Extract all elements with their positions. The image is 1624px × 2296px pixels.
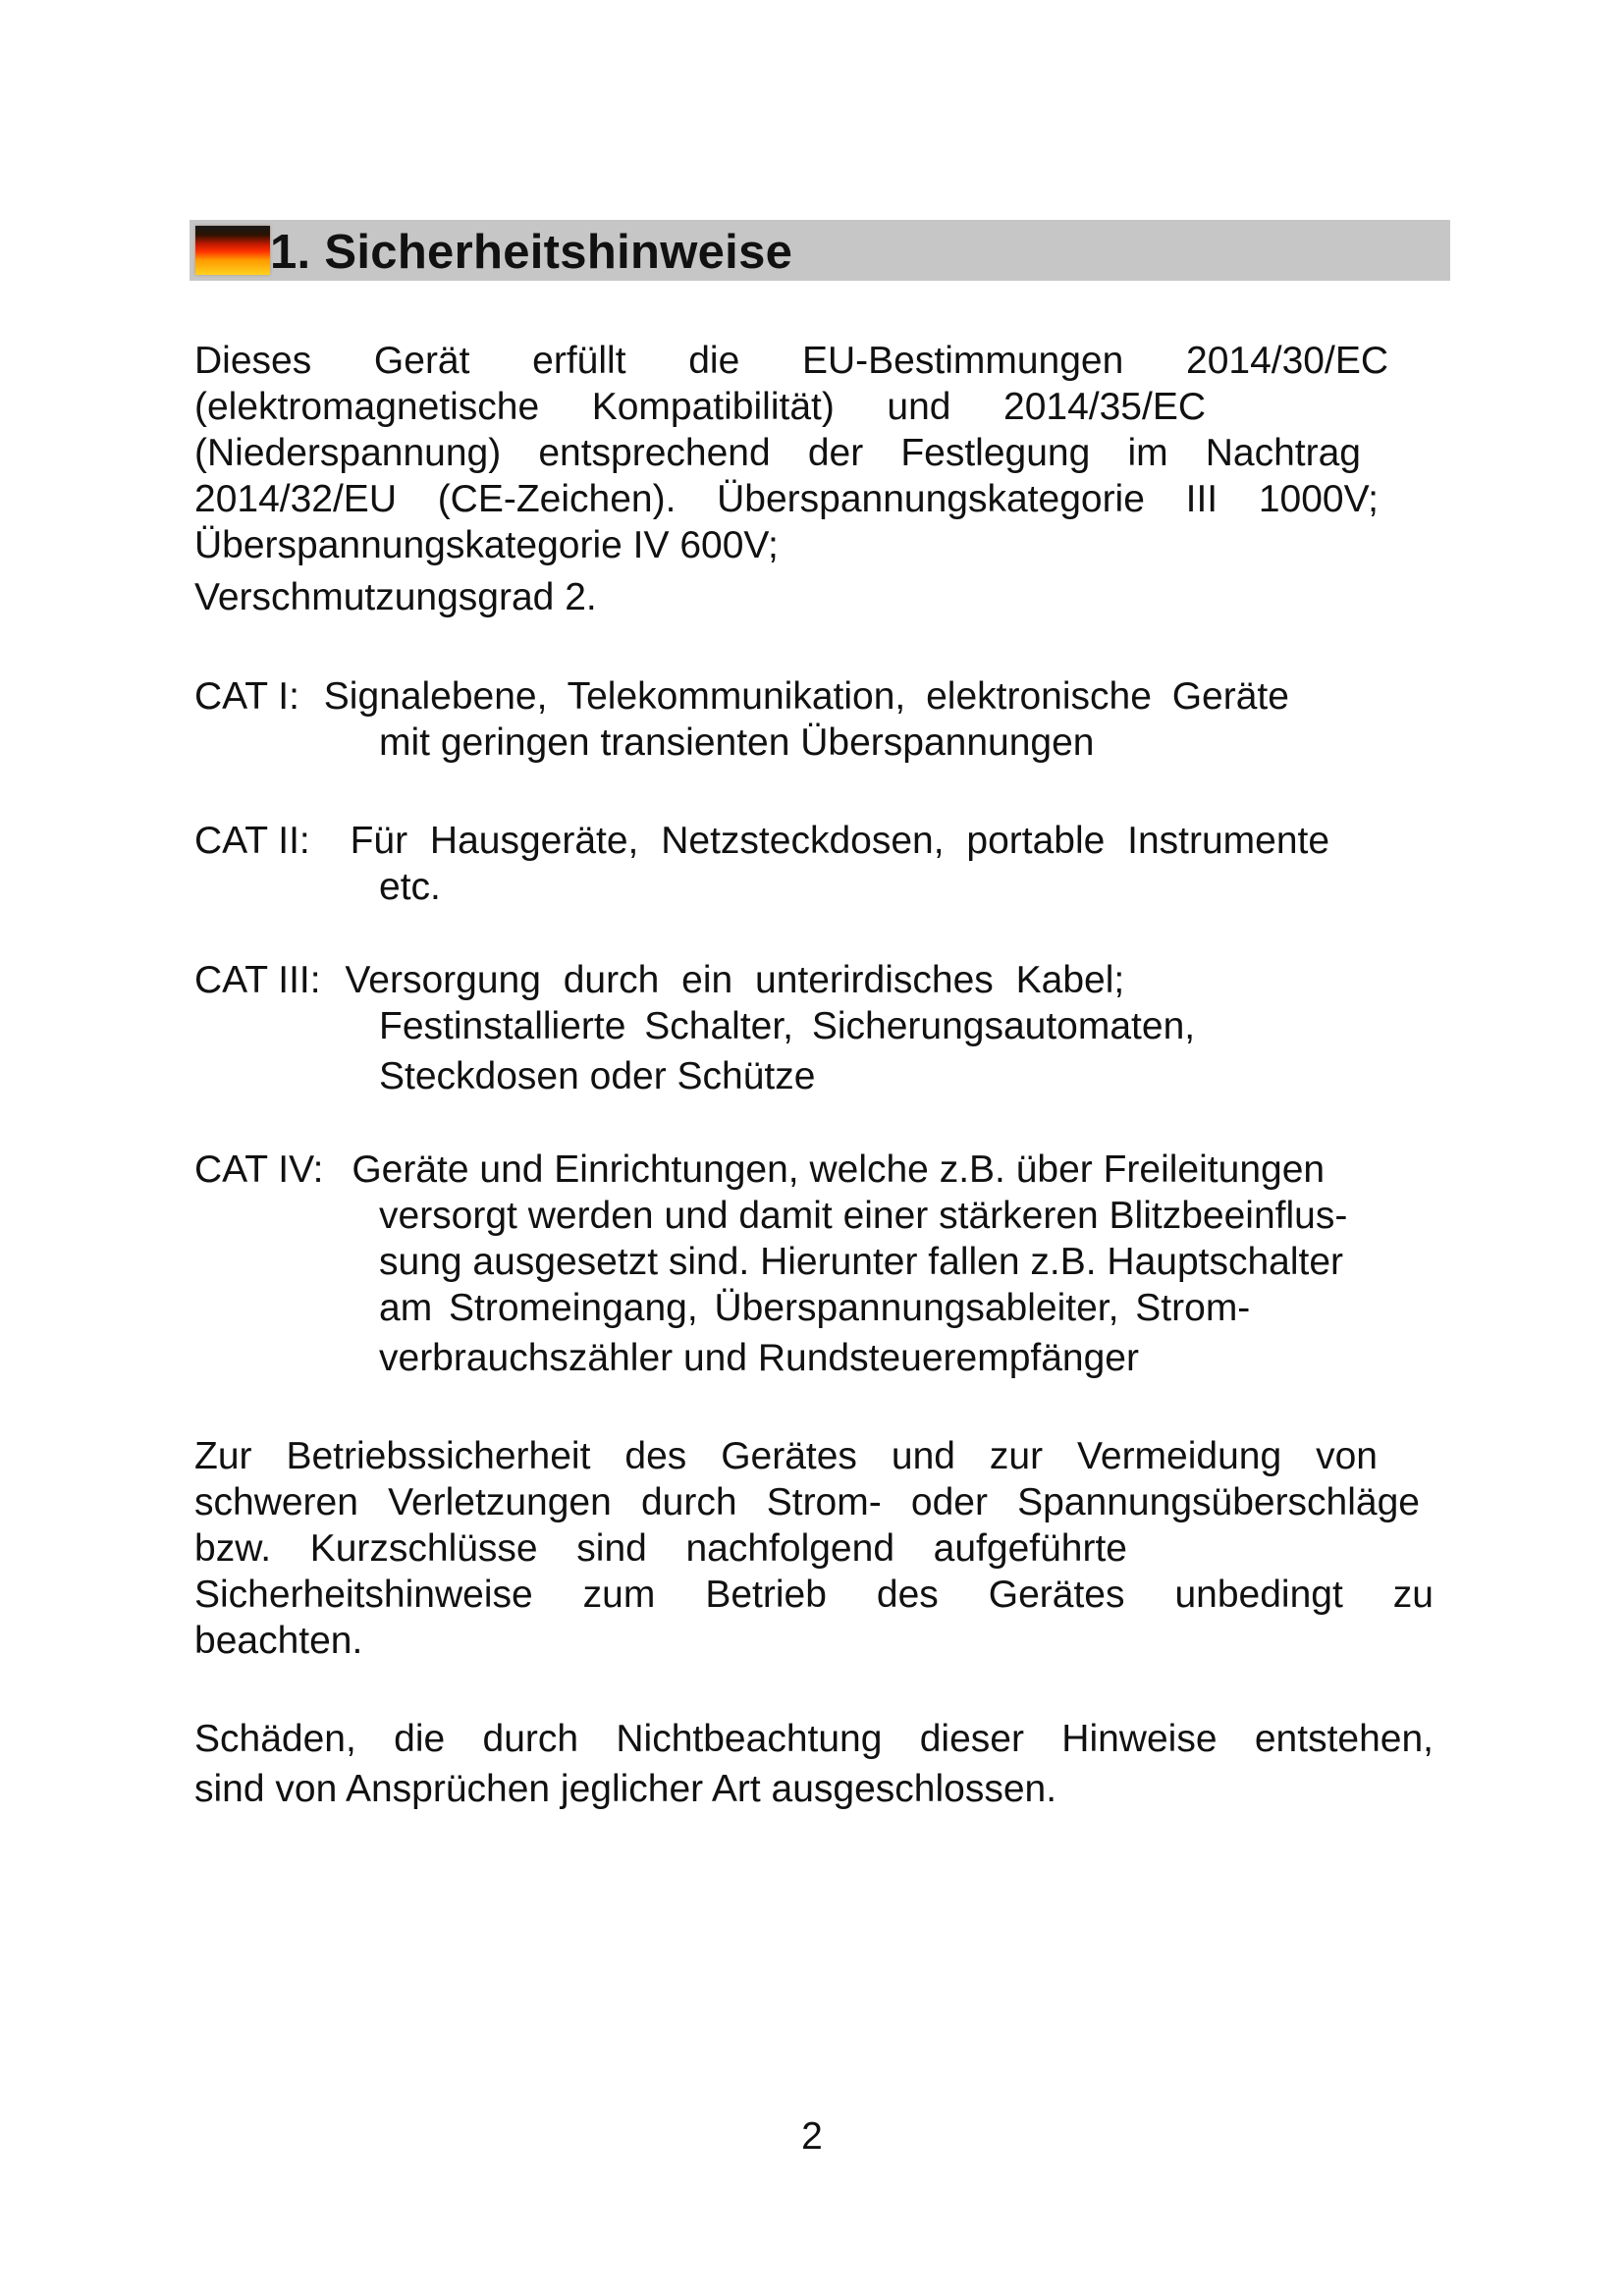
text-line: 2014/32/EU (CE-Zeichen). Überspannungskategorie III 1000V; (194, 478, 1379, 520)
cat-description: Versorgung durch ein unterirdisches Kabel; (345, 959, 1125, 1001)
text-line: bzw. Kurzschlüsse sind nachfolgend aufgeführte (194, 1527, 1127, 1570)
cat-description-line: am Stromeingang, Überspannungsableiter, Strom- (379, 1287, 1251, 1329)
cat-iv-block (194, 1147, 1422, 1381)
cat-description: Für Hausgeräte, Netzsteckdosen, portable Instrumente (350, 820, 1330, 862)
cat-description-line: Steckdosen oder Schütze (379, 1055, 816, 1097)
text-line: Dieses Gerät erfüllt die EU-Bestimmungen 2014/30/EC (194, 340, 1388, 382)
cat-description-line: Festinstallierte Schalter, Sicherungsautomaten, (379, 1005, 1196, 1047)
cat-label: CAT II: (194, 820, 310, 862)
text-line: Schäden, die durch Nichtbeachtung dieser Hinweise entstehen, (194, 1718, 1434, 1760)
cat-label: CAT IV: (194, 1148, 324, 1191)
intro-paragraph (194, 338, 1388, 620)
safety-paragraph (194, 1433, 1434, 1664)
text-line: beachten. (194, 1620, 363, 1662)
cat-description-line: versorgt werden und damit einer stärkeren Blitzbeeinflus- (379, 1195, 1348, 1237)
section-header (189, 220, 1450, 281)
cat-description-line: verbrauchszähler und Rundsteuerempfänger (379, 1337, 1139, 1379)
cat-label: CAT I: (194, 675, 299, 718)
text-line: (elektromagnetische Kompatibilität) und 2014/35/EC (194, 386, 1206, 428)
liability-paragraph (194, 1716, 1434, 1812)
cat-description: Signalebene, Telekommunikation, elektronische Geräte (323, 675, 1289, 718)
cat-ii-block (194, 818, 1422, 910)
text-line: sind von Ansprüchen jeglicher Art ausgeschlossen. (194, 1768, 1057, 1810)
cat-iii-block (194, 957, 1422, 1099)
text-line: (Niederspannung) entsprechend der Festlegung im Nachtrag (194, 432, 1361, 474)
german-flag-icon (195, 226, 270, 275)
cat-description-line: etc. (379, 866, 441, 908)
cat-description-line: mit geringen transienten Überspannungen (379, 721, 1095, 764)
text-line: Überspannungskategorie IV 600V; (194, 524, 779, 566)
text-line: Sicherheitshinweise zum Betrieb des Gerätes unbedingt zu (194, 1574, 1434, 1616)
text-line: Verschmutzungsgrad 2. (194, 576, 597, 618)
section-title: 1. Sicherheitshinweise (270, 225, 793, 279)
text-line: schweren Verletzungen durch Strom- oder Spannungsüberschläge (194, 1481, 1420, 1523)
page-number: 2 (801, 2115, 823, 2158)
text-line: Zur Betriebssicherheit des Gerätes und zur Vermeidung von (194, 1435, 1378, 1477)
cat-description: Geräte und Einrichtungen, welche z.B. über Freileitungen (352, 1148, 1326, 1191)
cat-i-block (194, 673, 1422, 766)
cat-label: CAT III: (194, 959, 321, 1001)
cat-description-line: sung ausgesetzt sind. Hierunter fallen z.B. Hauptschalter (379, 1241, 1344, 1283)
